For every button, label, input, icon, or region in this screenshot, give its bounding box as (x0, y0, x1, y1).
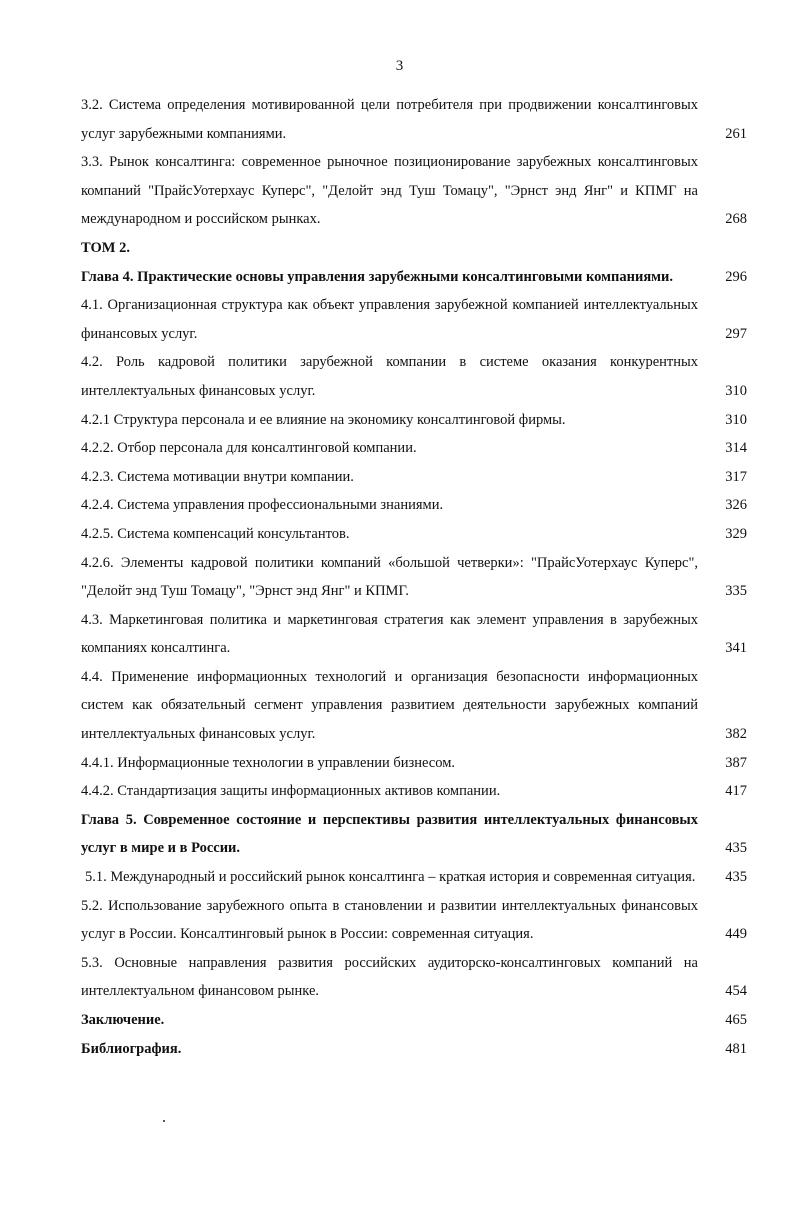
toc-entry-page: 449 (725, 926, 747, 943)
toc-entry (81, 434, 747, 463)
toc-entry (81, 91, 747, 148)
toc-entry-page: 465 (725, 1012, 747, 1028)
toc-entry (81, 663, 747, 749)
toc-entry (81, 291, 747, 348)
toc-entry-title: 4.2.3. Система мотивации внутри компании. (81, 468, 354, 485)
toc-entry-title: 4.3. Маркетинговая политика и маркетинговая стратегия как элемент управления в зарубежных компаниях консалтинга. (81, 611, 698, 657)
toc-entry-title: 4.4.1. Информационные технологии в управлении бизнесом. (81, 754, 456, 771)
toc-entry (81, 406, 747, 435)
toc-entry-page: 297 (725, 325, 747, 342)
toc-entry-title: 5.1. Международный и российский рынок консалтинга – краткая история и современная ситуация. (85, 869, 696, 886)
toc-entry (81, 263, 747, 292)
page-number: 3 (395, 58, 404, 74)
toc-entry-page: 314 (725, 440, 747, 457)
table-of-contents (81, 91, 747, 1063)
toc-entry-page: 296 (725, 268, 747, 285)
toc-entry (81, 1035, 747, 1064)
toc-entry-title: Библиография. (81, 1040, 182, 1057)
toc-entry-page: 435 (725, 869, 747, 886)
toc-entry-page: 341 (725, 640, 747, 657)
toc-entry (81, 348, 747, 405)
toc-entry (81, 491, 747, 520)
toc-entry (81, 806, 747, 863)
toc-entry-title: 4.2.2. Отбор персонала для консалтинговой компании. (81, 440, 417, 457)
toc-entry-page: 261 (725, 125, 747, 142)
toc-entry (81, 777, 747, 806)
toc-entry-title: Заключение. (81, 1012, 165, 1028)
toc-entry-page: 387 (725, 754, 747, 771)
toc-entry-page: 481 (725, 1040, 747, 1057)
toc-entry-page: 317 (725, 468, 747, 485)
toc-entry (81, 892, 747, 949)
toc-entry-page: 310 (725, 411, 747, 428)
toc-entry-title: 4.2.1 Структура персонала и ее влияние на экономику консалтинговой фирмы. (81, 411, 566, 428)
toc-entry-page: 454 (725, 983, 747, 1000)
toc-entry-page: 310 (725, 382, 747, 399)
toc-entry-page: 382 (725, 726, 747, 743)
toc-entry (81, 463, 747, 492)
toc-entry-page: 417 (725, 783, 747, 800)
toc-entry-page: 335 (725, 583, 747, 600)
toc-entry-title: 3.3. Рынок консалтинга: современное рыночное позиционирование зарубежных консалтинговых компаний "ПрайсУотерхаус Куперс", "Делойт энд Туш Томацу", "Эрнст энд Янг" и КПМГ на международном и российском рынках. (81, 154, 698, 228)
toc-entry-page: 268 (725, 211, 747, 228)
scan-speck (163, 1120, 165, 1122)
toc-entry-page: 326 (725, 497, 747, 514)
toc-entry (81, 520, 747, 549)
toc-entry-title: 4.2.6. Элементы кадровой политики компаний «большой четверки»: "ПрайсУотерхаус Куперс", "Делойт энд Туш Томацу", "Эрнст энд Янг" и КПМГ. (81, 554, 698, 600)
toc-entry-title: Глава 4. Практические основы управления зарубежными консалтинговыми компаниями. (81, 268, 674, 285)
toc-entry (81, 606, 747, 663)
toc-entry-title: 3.2. Система определения мотивированной цели потребителя при продвижении консалтинговых услуг зарубежными компаниями. (81, 97, 698, 142)
toc-entry-page: 329 (725, 525, 747, 542)
toc-entry (81, 949, 747, 1006)
toc-entry (81, 148, 747, 234)
toc-entry (81, 1006, 747, 1035)
toc-entry-title: 4.4. Применение информационных технологий и организация безопасности информационных систем как обязательный сегмент управления развитием деятельности зарубежных компаний интеллектуальных финансовых услуг. (81, 668, 698, 743)
toc-entry (81, 234, 747, 263)
toc-entry-title: 4.1. Организационная структура как объект управления зарубежной компанией интеллектуальных финансовых услуг. (81, 297, 698, 342)
toc-entry (81, 863, 747, 892)
toc-entry-title: 4.2.4. Система управления профессиональными знаниями. (81, 497, 444, 514)
toc-entry-title: 4.2. Роль кадровой политики зарубежной компании в системе оказания конкурентных интеллектуальных финансовых услуг. (81, 354, 698, 399)
toc-entry-title: 5.3. Основные направления развития российских аудиторско-консалтинговых компаний на интеллектуальном финансовом рынке. (81, 954, 698, 1000)
toc-entry-title: 4.4.2. Стандартизация защиты информационных активов компании. (81, 783, 501, 800)
toc-entry (81, 749, 747, 778)
toc-entry-title: 5.2. Использование зарубежного опыта в становлении и развитии интеллектуальных финансовых услуг в России. Консалтинговый рынок в России: современная ситуация. (81, 897, 698, 943)
toc-entry-title: 4.2.5. Система компенсаций консультантов. (81, 525, 350, 542)
toc-entry-title: Глава 5. Современное состояние и перспективы развития интеллектуальных финансовых услуг в мире и в России. (81, 811, 698, 857)
toc-entry (81, 549, 747, 606)
toc-entry-page: 435 (725, 840, 747, 857)
toc-entry-title: ТОМ 2. (81, 239, 130, 256)
